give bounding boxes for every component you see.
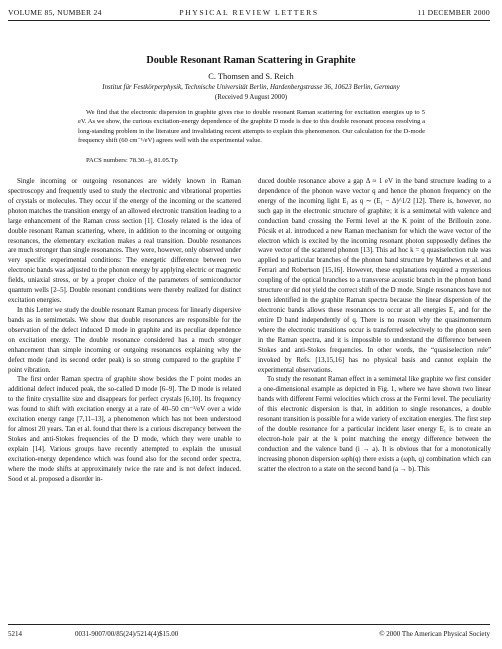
copyright: © 2000 The American Physical Society bbox=[379, 630, 490, 638]
article-code: 0031-9007/00/85(24)/5214(4)$15.00 bbox=[75, 630, 179, 638]
received-date: (Received 9 August 2000) bbox=[214, 94, 288, 101]
left-column bbox=[8, 177, 241, 485]
pacs-numbers: PACS numbers: 78.30.–j, 81.05.Tp bbox=[86, 157, 178, 164]
affiliation: Institut für Festkörperphysik, Technische Universität Berlin, Hardenbergstrasse 36, 10623 Berlin, Germany bbox=[102, 84, 400, 91]
footer bbox=[8, 630, 490, 640]
paragraph: To study the resonant Raman effect in a semimetal like graphite we first consider a one-dimensional example as depicted in Fig. 1, where we have shown two linear bands with different Fermi velocities which cross at the Fermi level. The peculiarity of this electronic dispersion is that, in addition to single resonances, a double resonant transition is possible for a wide variety of excitation energies. The first step of the double resonance for a particular incident laser energy E₁ is to create an electron-hole pair at the k point matching the energy difference between the conduction and the valence band (i → a). It is obvious that for a monotonically increasing phonon dispersion ωph(q) there exists a (ωph, q) combination which can scatter the electron to a state on the second band (a → b). This bbox=[258, 376, 491, 473]
journal-name: PHYSICAL REVIEW LETTERS bbox=[179, 8, 319, 17]
paragraph: duced double resonance above a gap Δ ≈ 1 eV in the band structure leading to a dependence of the phonon wave vector q and hence the phonon frequency on the energy of the incoming light E₁ as q ∼ (E₁ − Δ)^1/2 [12]. There is, however, no such gap in the electronic structure of graphite; it is a semimetal with valence and conduction band crossing the Fermi level at the K point of the Brillouin zone. Pócsik et al. introduced a new Raman mechanism for which the wave vector of the electron which is excited by the incoming resonant photon supposedly defines the wave vector of the scattered phonon [13]. This ad hoc k = q quasiselection rule was applied to particular branches of the phonon band structure by Matthews et al. and Ferrari and Robertson [15,16]. However, these explanations required a mysterious coupling of the optical branches to a transverse acoustic branch in the phonon band structure or did not yield the correct shift of the D mode. Single resonances have not been identified in the graphite Raman spectra because the linear dispersion of the electronic bands allows these resonances to occur at all energies E₁ and for the entire D band independently of q. There is no reason why the quasimomentum where the electronic transitions occur is transferred selectively to the phonon seen in the Raman spectra, and it is impossible to understand the difference between Stokes and anti-Stokes frequencies. In other words, the “quasiselection rule” invoked by Refs. [13,15,16] has no physical basis and cannot explain the experimental observations. bbox=[258, 178, 491, 374]
abstract: We find that the electronic dispersion in graphite gives rise to double resonant Raman scattering for excitation energies up to 5 eV. As we show, the curious excitation-energy dependence of the graphite D mode is due to this double resonant process resolving a long-standing problem in the literature and invalidating recent attempts to explain this phenomenon. Our calculation for the D-mode frequency shift (60 cm⁻¹/eV) agrees well with the experimental value. bbox=[78, 109, 425, 145]
article-title: Double Resonant Raman Scattering in Graphite bbox=[146, 55, 356, 66]
header-rule bbox=[8, 20, 490, 21]
issue-date: 11 DECEMBER 2000 bbox=[417, 8, 490, 17]
paragraph: In this Letter we study the double resonant Raman process for linearly dispersive bands as in semimetals. We show that double resonances are responsible for the observation of the defect induced D mode in graphite and its peculiar dependence on excitation energy. The double resonance considered has a much stronger enhancement than simple incoming or outgoing resonances explaining why the defect mode (and its second order peak) is so strong compared to the graphite Γ point vibration. bbox=[8, 306, 241, 374]
paragraph: The first order Raman spectra of graphite show besides the Γ point modes an additional defect induced peak, the so-called D mode [6–9]. The D mode is related to the finite crystallite size and disappears for perfect crystals [6,10]. Its frequency was found to shift with excitation energy at a rate of 40–50 cm⁻¹/eV over a wide excitation energy range [7,11–13], a phenomenon which has not been understood for almost 20 years. Tan et al. found that there is a curious discrepancy between the Stokes and anti-Stokes frequencies of the D mode, which they were unable to explain [14]. Various groups have recently attempted to explain the unusual excitation-energy dependence which was found also for the second order spectra, where the mode shifts at approximately twice the rate and is not defect induced. Sood et al. proposed a disorder in- bbox=[8, 376, 241, 483]
footer-rule bbox=[8, 624, 490, 625]
page-number: 5214 bbox=[8, 630, 22, 638]
authors: C. Thomsen and S. Reich bbox=[208, 72, 294, 81]
right-column bbox=[258, 177, 491, 475]
volume-number: VOLUME 85, NUMBER 24 bbox=[8, 8, 102, 17]
paragraph: Single incoming or outgoing resonances are widely known in Raman spectroscopy and frequently used to study the electronic and vibrational properties of crystals or molecules. They occur if the energy of the incoming or the scattered photon matches the transition energy of an allowed electronic transition leading to a large enhancement of the Raman cross section [1]. Closely related is the idea of double resonant Raman scattering, where, in addition to the incoming or outgoing resonances, the elementary excitation makes a real transition. Double resonances are much stronger than single resonances. They were, however, only observed under very specific experimental conditions: The energetic difference between two electronic bands was adjusted to the phonon energy by applying electric or magnetic fields, uniaxial stress, or by a proper choice of the parameters of semiconductor quantum wells [2–5]. Double resonant conditions were thereby realized for distinct excitation energies. bbox=[8, 178, 241, 305]
